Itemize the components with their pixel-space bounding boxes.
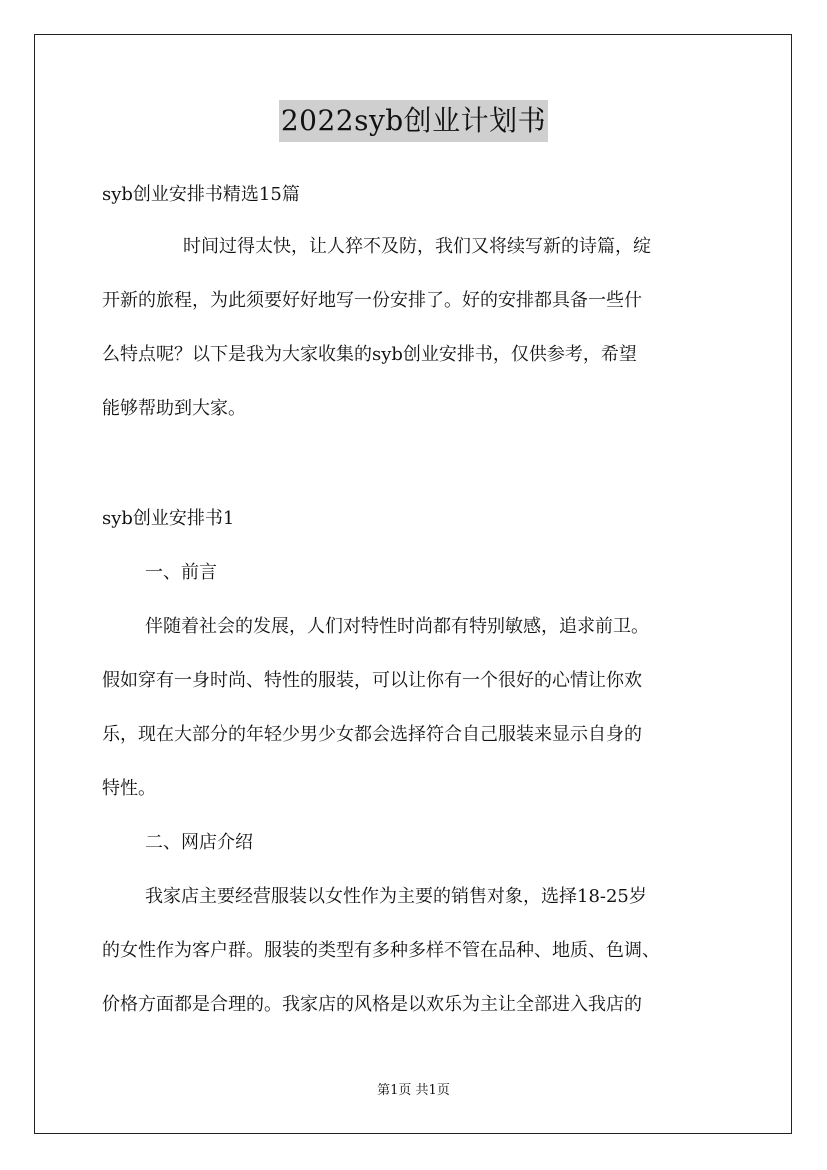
- para-2-line-3: 价格方面都是合理的。我家店的风格是以欢乐为主让全部进入我店的: [102, 994, 642, 1015]
- intro-line-2: 开新的旅程，为此须要好好地写一份安排了。好的安排都具备一些什: [102, 290, 642, 311]
- document-title: 2022syb创业计划书: [279, 100, 548, 142]
- subtitle: syb创业安排书精选15篇: [102, 184, 300, 205]
- intro-line-3: 么特点呢？以下是我为大家收集的syb创业安排书，仅供参考，希望: [102, 344, 637, 365]
- para-1-line-4: 特性。: [102, 778, 156, 799]
- para-1-line-3: 乐，现在大部分的年轻少男少女都会选择符合自己服装来显示自身的: [102, 724, 642, 745]
- intro-line-1: 时间过得太快，让人猝不及防，我们又将续写新的诗篇，绽: [183, 236, 651, 257]
- heading-shop-intro: 二、网店介绍: [145, 832, 253, 853]
- para-2-line-1: 我家店主要经营服装以女性作为主要的销售对象，选择18-25岁: [145, 886, 647, 907]
- title-wrap: [0, 100, 827, 142]
- section-title: syb创业安排书1: [102, 508, 235, 529]
- heading-foreword: 一、前言: [145, 562, 217, 583]
- para-1-line-1: 伴随着社会的发展，人们对特性时尚都有特别敏感，追求前卫。: [145, 616, 649, 637]
- page-footer: 第1页 共1页: [377, 1083, 450, 1098]
- intro-line-4: 能够帮助到大家。: [102, 398, 246, 419]
- para-2-line-2: 的女性作为客户群。服装的类型有多种多样不管在品种、地质、色调、: [102, 940, 660, 961]
- para-1-line-2: 假如穿有一身时尚、特性的服装，可以让你有一个很好的心情让你欢: [102, 670, 642, 691]
